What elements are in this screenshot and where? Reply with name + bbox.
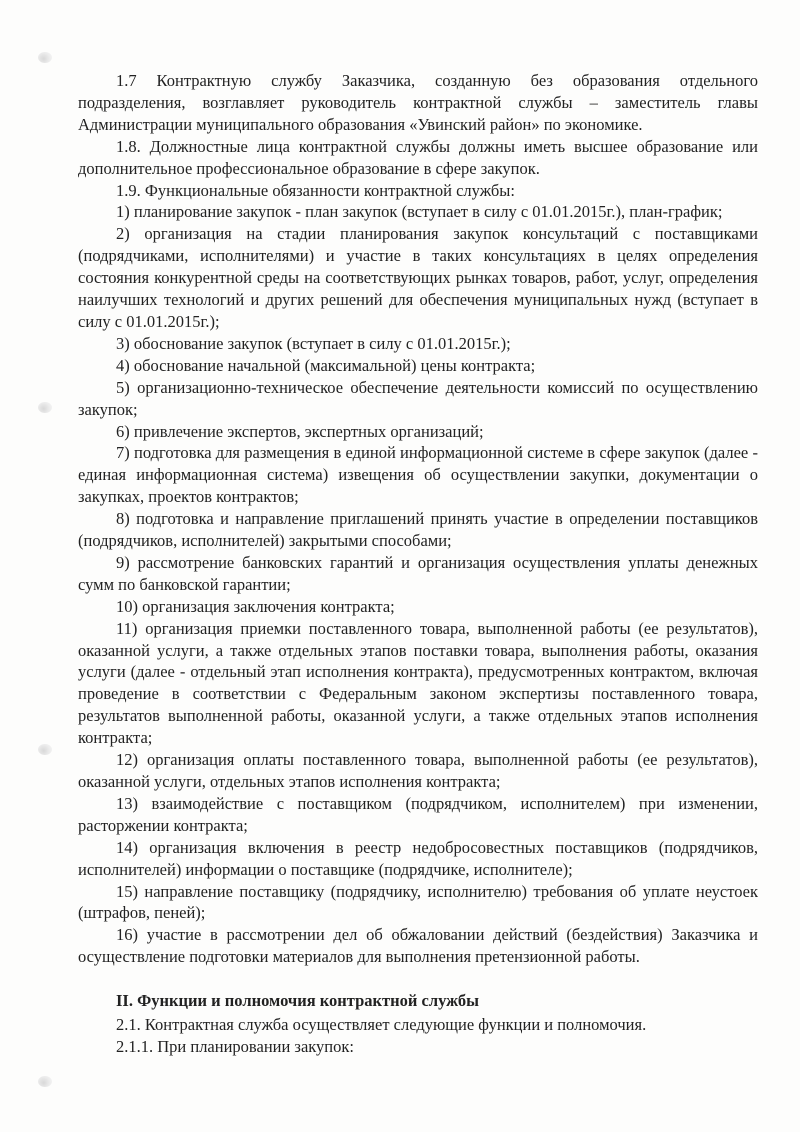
list-item: 9) рассмотрение банковских гарантий и организация осуществления уплаты денежных сумм по банковской гарантии; bbox=[78, 552, 758, 594]
list-item: 11) организация приемки поставленного товара, выполненной работы (ее результатов), оказанной услуги, а также отдельных этапов поставки товара, выполнения работы, оказания услуги (далее - отдельный этап исполнения контракта), предусмотренных контрактом, включая проведение в соответствии с Федеральным законом экспертизы поставленного товара, результатов выполненной работы, оказанной услуги, а также отдельных этапов исполнения контракта; bbox=[78, 618, 758, 748]
list-item: 4) обоснование начальной (максимальной) цены контракта; bbox=[116, 355, 536, 375]
list-item: 15) направление поставщику (подрядчику, исполнителю) требования об уплате неустоек (штрафов, пеней); bbox=[78, 881, 758, 923]
list-item: 5) организационно-техническое обеспечение деятельности комиссий по осуществлению закупок; bbox=[78, 377, 758, 419]
document-body bbox=[78, 70, 758, 1058]
paragraph-2-1: 2.1. Контрактная служба осуществляет следующие функции и полномочия. bbox=[116, 1015, 647, 1035]
paragraph-2-1-1: 2.1.1. При планировании закупок: bbox=[116, 1036, 354, 1056]
section-heading: II. Функции и полномочия контрактной службы bbox=[116, 991, 480, 1011]
punch-hole-mark bbox=[38, 52, 52, 63]
list-item: 6) привлечение экспертов, экспертных организаций; bbox=[116, 421, 484, 441]
list-item: 2) организация на стадии планирования закупок консультаций с поставщиками (подрядчиками, исполнителями) и участие в таких консультациях в целях определения состояния конкурентной среды на соответствующих рынках товаров, работ, услуг, определения наилучших технологий и других решений для обеспечения муниципальных нужд (вступает в силу с 01.01.2015г.); bbox=[78, 224, 758, 331]
paragraph-1-8: 1.8. Должностные лица контрактной службы должны иметь высшее образование или дополнительное профессиональное образование в сфере закупок. bbox=[78, 136, 758, 178]
paragraph-1-9: 1.9. Функциональные обязанности контрактной службы: bbox=[116, 180, 515, 200]
list-item: 12) организация оплаты поставленного товара, выполненной работы (ее результатов), оказанной услуги, отдельных этапов исполнения контракта; bbox=[78, 750, 758, 791]
paragraph-1-7: 1.7 Контрактную службу Заказчика, созданную без образования отдельного подразделения, возглавляет руководитель контрактной службы – заместитель главы Администрации муниципального образования «Увинский район» по экономике. bbox=[78, 71, 758, 134]
list-item: 16) участие в рассмотрении дел об обжаловании действий (бездействия) Заказчика и осуществление подготовки материалов для выполнения претензионной работы. bbox=[78, 925, 758, 967]
list-item: 10) организация заключения контракта; bbox=[116, 596, 395, 616]
punch-hole-mark bbox=[38, 744, 52, 755]
list-item: 8) подготовка и направление приглашений принять участие в определении поставщиков (подрядчиков, исполнителей) закрытыми способами; bbox=[78, 509, 758, 551]
list-item: 14) организация включения в реестр недобросовестных поставщиков (подрядчиков, исполнителей) информации о поставщике (подрядчике, исполнителе); bbox=[78, 837, 758, 879]
list-item: 3) обоснование закупок (вступает в силу с 01.01.2015г.); bbox=[116, 333, 511, 353]
list-item: 1) планирование закупок - план закупок (вступает в силу с 01.01.2015г.), план-график; bbox=[116, 202, 723, 222]
list-item: 7) подготовка для размещения в единой информационной системе в сфере закупок (далее - единая информационная система) извещения об осуществлении закупки, документации о закупках, проектов контрактов; bbox=[78, 443, 758, 507]
punch-hole-mark bbox=[38, 402, 52, 413]
list-item: 13) взаимодействие с поставщиком (подрядчиком, исполнителем) при изменении, расторжении контракта; bbox=[78, 793, 758, 835]
punch-hole-mark bbox=[38, 1076, 52, 1087]
